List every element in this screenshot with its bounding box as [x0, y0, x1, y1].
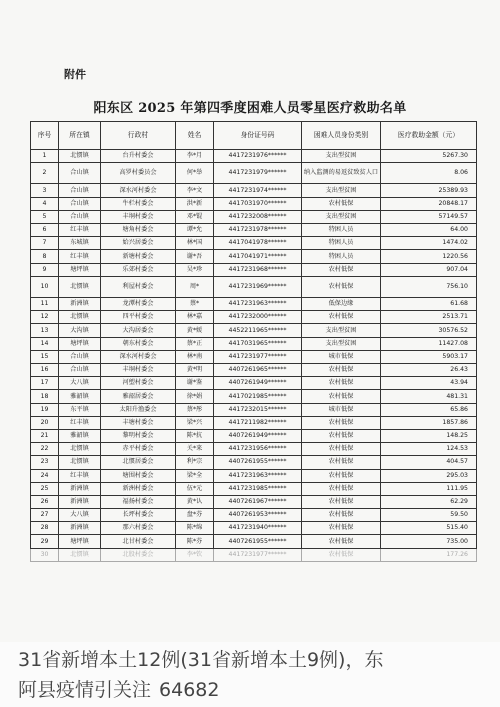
cell-village: 塘围村委会: [101, 469, 176, 482]
cell-village: 新洲村委会: [101, 482, 176, 495]
table-row: [31, 364, 477, 377]
cell-village: 利屋村委会: [101, 276, 176, 297]
cell-amount: 26.43: [381, 364, 477, 377]
table-row: [31, 237, 477, 250]
cell-village: 龙潭村委会: [101, 298, 176, 311]
table-row: [31, 390, 477, 403]
cell-village: 丰垌村委会: [101, 210, 176, 223]
cell-id: 4417232000******: [214, 311, 302, 324]
cell-index: 18: [31, 390, 59, 403]
table-row: [31, 263, 477, 276]
table-row: [31, 416, 477, 429]
cell-category: 支出型贫困: [302, 150, 381, 163]
cell-name: 梁*兴: [176, 416, 214, 429]
cell-village: 乐郊村委会: [101, 263, 176, 276]
cell-village: 塘角村委会: [101, 224, 176, 237]
cell-category: 支出型贫困: [302, 324, 381, 337]
cell-category: 农村低保: [302, 311, 381, 324]
cell-amount: 1857.86: [381, 416, 477, 429]
cell-town: 红丰镇: [59, 416, 101, 429]
cell-index: 9: [31, 263, 59, 276]
cell-town: 合山镇: [59, 210, 101, 223]
cell-village: 台升村委会: [101, 150, 176, 163]
cell-category: 农村低保: [302, 535, 381, 548]
table-header-row: [31, 122, 477, 150]
cell-id: 4417031970******: [214, 197, 302, 210]
table-row: [31, 224, 477, 237]
cell-village: 长坪村委会: [101, 509, 176, 522]
table-row: [31, 311, 477, 324]
cell-category: 农村低保: [302, 263, 381, 276]
cell-name: 洪*新: [176, 197, 214, 210]
cell-name: 谭*允: [176, 224, 214, 237]
cell-village: 河塱村委会: [101, 377, 176, 390]
cell-index: 3: [31, 184, 59, 197]
cell-index: 7: [31, 237, 59, 250]
cell-index: 22: [31, 443, 59, 456]
cell-amount: 124.53: [381, 443, 477, 456]
cell-id: 4417031965******: [214, 337, 302, 350]
cell-amount: 481.31: [381, 390, 477, 403]
cell-town: 合山镇: [59, 364, 101, 377]
cell-name: 谢*吾: [176, 250, 214, 263]
cell-id: 4417231977******: [214, 350, 302, 363]
cell-index: 1: [31, 150, 59, 163]
cell-town: 合山镇: [59, 163, 101, 184]
cell-town: 大八镇: [59, 377, 101, 390]
cell-town: 东平镇: [59, 403, 101, 416]
cell-village: 赤平村委会: [101, 443, 176, 456]
cell-name: 陈*抗: [176, 429, 214, 442]
cell-category: 城市低保: [302, 350, 381, 363]
cell-town: 塘坪镇: [59, 535, 101, 548]
table-row: [31, 509, 477, 522]
table-row: [31, 429, 477, 442]
cell-village: 始兴居委会: [101, 237, 176, 250]
cell-name: 吴*珍: [176, 263, 214, 276]
header-index: 序号: [31, 122, 59, 150]
table-row: [31, 324, 477, 337]
header-amount: 医疗救助金额（元）: [381, 122, 477, 150]
cell-index: 13: [31, 324, 59, 337]
cell-town: 东城镇: [59, 237, 101, 250]
cell-name: 陈*绵: [176, 522, 214, 535]
cell-category: 纳入监测的易返贫致贫人口: [302, 163, 381, 184]
cell-village: 北股村委会: [101, 548, 176, 561]
cell-index: 25: [31, 482, 59, 495]
cell-name: 谢*鉴: [176, 377, 214, 390]
cell-category: 农村低保: [302, 276, 381, 297]
cell-amount: 907.04: [381, 263, 477, 276]
cell-category: 支出型贫困: [302, 337, 381, 350]
cell-town: 北惯镇: [59, 443, 101, 456]
cell-town: 红丰镇: [59, 250, 101, 263]
attachment-label: 附件: [64, 68, 86, 81]
cell-name: 盘*芬: [176, 509, 214, 522]
table-row: [31, 210, 477, 223]
cell-category: 特困人员: [302, 237, 381, 250]
table-row: [31, 522, 477, 535]
cell-name: 黄*嫒: [176, 324, 214, 337]
table-row: [31, 469, 477, 482]
cell-town: 北惯镇: [59, 311, 101, 324]
table-row: [31, 250, 477, 263]
cell-amount: 295.03: [381, 469, 477, 482]
table-row: [31, 197, 477, 210]
cell-name: 黄*明: [176, 364, 214, 377]
cell-amount: 735.00: [381, 535, 477, 548]
cell-town: 北惯镇: [59, 456, 101, 469]
cell-index: 5: [31, 210, 59, 223]
table-row: [31, 350, 477, 363]
cell-amount: 64.00: [381, 224, 477, 237]
relief-table: [30, 121, 477, 562]
cell-index: 19: [31, 403, 59, 416]
table-row: [31, 163, 477, 184]
cell-id: 4407261967******: [214, 495, 302, 508]
cell-category: 低保边缘: [302, 298, 381, 311]
cell-amount: 59.50: [381, 509, 477, 522]
cell-town: 合山镇: [59, 350, 101, 363]
caption-text: 阿县疫情引关注: [18, 679, 152, 701]
cell-village: 那六村委会: [101, 522, 176, 535]
cell-id: 4417041971******: [214, 250, 302, 263]
cell-index: 11: [31, 298, 59, 311]
cell-village: 牛栏村委会: [101, 197, 176, 210]
cell-id: 4417231985******: [214, 482, 302, 495]
caption-number: 64682: [159, 679, 220, 701]
cell-id: 4417231968******: [214, 263, 302, 276]
cell-name: 何*举: [176, 163, 214, 184]
cell-name: 蔡*彤: [176, 403, 214, 416]
cell-id: 4417232015******: [214, 403, 302, 416]
cell-town: 红丰镇: [59, 469, 101, 482]
cell-id: 4417211982******: [214, 416, 302, 429]
cell-village: 丰塘村委会: [101, 416, 176, 429]
cell-town: 北惯镇: [59, 548, 101, 561]
table-row: [31, 495, 477, 508]
cell-amount: 30576.52: [381, 324, 477, 337]
cell-town: 大八镇: [59, 509, 101, 522]
cell-amount: 57149.57: [381, 210, 477, 223]
cell-village: 新塘村委会: [101, 250, 176, 263]
cell-category: 农村低保: [302, 522, 381, 535]
table-row: [31, 456, 477, 469]
cell-village: 朝东村委会: [101, 337, 176, 350]
cell-amount: 148.25: [381, 429, 477, 442]
cell-amount: 111.95: [381, 482, 477, 495]
cell-town: 雅韶镇: [59, 390, 101, 403]
cell-index: 20: [31, 416, 59, 429]
cell-category: 农村低保: [302, 197, 381, 210]
cell-village: 福扬村委会: [101, 495, 176, 508]
header-town: 所在镇: [59, 122, 101, 150]
cell-id: 4452211965******: [214, 324, 302, 337]
cell-category: 农村低保: [302, 443, 381, 456]
caption-line-1: 31省新增本土12例(31省新增本土9例)，东: [18, 649, 384, 671]
cell-amount: 20848.17: [381, 197, 477, 210]
cell-village: 深水河村委会: [101, 184, 176, 197]
cell-id: 4407261953******: [214, 509, 302, 522]
cell-name: 梁*全: [176, 469, 214, 482]
table-row: [31, 403, 477, 416]
cell-town: 北惯镇: [59, 276, 101, 297]
cell-town: 新洲镇: [59, 298, 101, 311]
cell-town: 塘坪镇: [59, 263, 101, 276]
cell-village: 丰垌村委会: [101, 364, 176, 377]
cell-id: 4407261949******: [214, 377, 302, 390]
cell-id: 4417231940******: [214, 522, 302, 535]
cell-id: 4417231963******: [214, 469, 302, 482]
cell-category: 农村低保: [302, 429, 381, 442]
cell-amount: 61.68: [381, 298, 477, 311]
cell-village: 深水河村委会: [101, 350, 176, 363]
cell-town: 北惯镇: [59, 150, 101, 163]
cell-category: 农村低保: [302, 509, 381, 522]
cell-id: 4417231963******: [214, 298, 302, 311]
header-id-number: 身份证号码: [214, 122, 302, 150]
cell-name: 周*: [176, 276, 214, 297]
cell-amount: 515.40: [381, 522, 477, 535]
cell-town: 大沟镇: [59, 324, 101, 337]
cell-name: 蔡*正: [176, 337, 214, 350]
cell-index: 6: [31, 224, 59, 237]
cell-name: 伍*元: [176, 482, 214, 495]
cell-amount: 5267.30: [381, 150, 477, 163]
cell-village: 北甘村委会: [101, 535, 176, 548]
cell-index: 4: [31, 197, 59, 210]
cell-id: 4417041978******: [214, 237, 302, 250]
cell-category: 农村低保: [302, 482, 381, 495]
cell-category: 农村低保: [302, 469, 381, 482]
cell-index: 23: [31, 456, 59, 469]
cell-town: 合山镇: [59, 197, 101, 210]
table-row: [31, 535, 477, 548]
table-row: [31, 548, 477, 561]
cell-index: 8: [31, 250, 59, 263]
cell-category: 农村低保: [302, 390, 381, 403]
cell-index: 27: [31, 509, 59, 522]
cell-name: 林*国: [176, 237, 214, 250]
cell-id: 4407261965******: [214, 364, 302, 377]
cell-index: 2: [31, 163, 59, 184]
cell-index: 12: [31, 311, 59, 324]
caption-overlay: [0, 642, 500, 707]
caption-line-2: [18, 676, 219, 704]
cell-index: 15: [31, 350, 59, 363]
cell-amount: 8.06: [381, 163, 477, 184]
cell-category: 农村低保: [302, 456, 381, 469]
cell-name: 徐*娟: [176, 390, 214, 403]
cell-id: 4407261955******: [214, 456, 302, 469]
header-name: 姓名: [176, 122, 214, 150]
cell-name: 李*文: [176, 184, 214, 197]
table-row: [31, 184, 477, 197]
table-row: [31, 337, 477, 350]
cell-index: 16: [31, 364, 59, 377]
cell-amount: 1474.02: [381, 237, 477, 250]
cell-category: 特困人员: [302, 224, 381, 237]
cell-index: 24: [31, 469, 59, 482]
cell-index: 10: [31, 276, 59, 297]
cell-village: 黎明村委会: [101, 429, 176, 442]
cell-id: 4417021985******: [214, 390, 302, 403]
table-row: [31, 298, 477, 311]
cell-name: 陈*芬: [176, 535, 214, 548]
cell-amount: 62.29: [381, 495, 477, 508]
cell-id: 4417231974******: [214, 184, 302, 197]
cell-name: 邓*锟: [176, 210, 214, 223]
table-row: [31, 482, 477, 495]
cell-id: 4417231978******: [214, 224, 302, 237]
cell-index: 30: [31, 548, 59, 561]
cell-index: 28: [31, 522, 59, 535]
cell-village: 大沟居委会: [101, 324, 176, 337]
cell-amount: 43.94: [381, 377, 477, 390]
document-title: 阳东区 2025 年第四季度困难人员零星医疗救助名单: [93, 101, 407, 116]
cell-category: 农村低保: [302, 377, 381, 390]
cell-name: 利*宗: [176, 456, 214, 469]
cell-category: 城市低保: [302, 403, 381, 416]
cell-village: 雅韶居委会: [101, 390, 176, 403]
cell-id: 4407261955******: [214, 535, 302, 548]
cell-category: 支出型贫困: [302, 184, 381, 197]
cell-town: 雅韶镇: [59, 429, 101, 442]
header-village: 行政村: [101, 122, 176, 150]
table-row: [31, 377, 477, 390]
cell-name: 李*钦: [176, 548, 214, 561]
cell-index: 29: [31, 535, 59, 548]
table-row: [31, 150, 477, 163]
cell-town: 合山镇: [59, 184, 101, 197]
cell-id: 4417231977******: [214, 548, 302, 561]
cell-id: 4407261949******: [214, 429, 302, 442]
cell-name: 黄*认: [176, 495, 214, 508]
cell-amount: 25389.93: [381, 184, 477, 197]
cell-amount: 1220.56: [381, 250, 477, 263]
cell-id: 4417231969******: [214, 276, 302, 297]
cell-category: 支出型贫困: [302, 210, 381, 223]
cell-village: 四平村委会: [101, 311, 176, 324]
cell-village: 高罗村委员会: [101, 163, 176, 184]
cell-amount: 2513.71: [381, 311, 477, 324]
cell-amount: 65.86: [381, 403, 477, 416]
cell-name: 林*南: [176, 350, 214, 363]
cell-amount: 756.10: [381, 276, 477, 297]
cell-name: 关*来: [176, 443, 214, 456]
cell-name: 李*月: [176, 150, 214, 163]
cell-town: 红丰镇: [59, 224, 101, 237]
cell-category: 农村低保: [302, 495, 381, 508]
cell-id: 4417231979******: [214, 163, 302, 184]
header-category: 困难人员身份类别: [302, 122, 381, 150]
cell-id: 4417232008******: [214, 210, 302, 223]
cell-amount: 5903.17: [381, 350, 477, 363]
cell-id: 4417231976******: [214, 150, 302, 163]
cell-category: 农村低保: [302, 548, 381, 561]
cell-id: 4417231956******: [214, 443, 302, 456]
table-row: [31, 443, 477, 456]
cell-index: 21: [31, 429, 59, 442]
cell-index: 17: [31, 377, 59, 390]
cell-index: 14: [31, 337, 59, 350]
cell-amount: 177.26: [381, 548, 477, 561]
table-row: [31, 276, 477, 297]
cell-amount: 11427.08: [381, 337, 477, 350]
cell-category: 农村低保: [302, 364, 381, 377]
cell-category: 特困人员: [302, 250, 381, 263]
cell-category: 农村低保: [302, 416, 381, 429]
cell-village: 太阳升渔委会: [101, 403, 176, 416]
cell-town: 新洲镇: [59, 482, 101, 495]
cell-name: 林*嘉: [176, 311, 214, 324]
cell-town: 新洲镇: [59, 522, 101, 535]
cell-town: 塘坪镇: [59, 337, 101, 350]
cell-name: 蔡*: [176, 298, 214, 311]
cell-amount: 404.57: [381, 456, 477, 469]
cell-index: 26: [31, 495, 59, 508]
cell-village: 北惯居委会: [101, 456, 176, 469]
cell-town: 新洲镇: [59, 495, 101, 508]
